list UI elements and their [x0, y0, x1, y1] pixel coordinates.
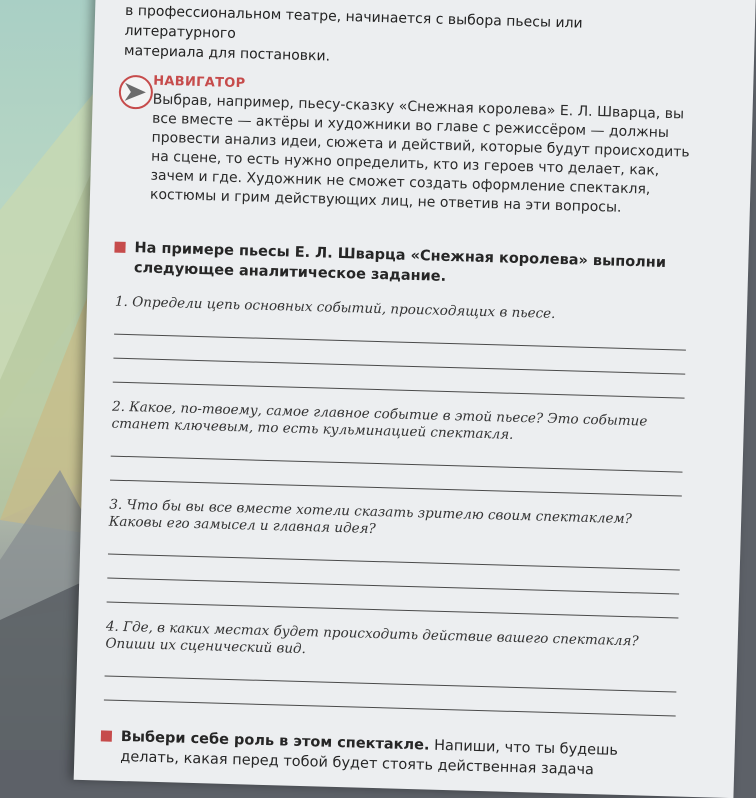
navigator-arrow-icon	[118, 75, 153, 110]
answer-line[interactable]	[110, 480, 682, 497]
question-text: 1. Определи цепь основных событий, происходящих в пьесе.	[114, 293, 556, 322]
answer-line[interactable]	[107, 578, 679, 595]
red-square-bullet-icon	[101, 730, 112, 741]
analytical-task	[110, 238, 691, 294]
role-task-text: Напиши, что ты будешь делать, какая перед тобой будет стоять действенная задача	[120, 737, 619, 779]
question-3	[101, 496, 684, 618]
navigator-title: НАВИГАТОР	[152, 73, 246, 92]
navigator-text: Выбрав, например, пьесу-сказку «Снежная королева» Е. Л. Шварца, вы все вместе — актёры и художники во главе с режиссёром — должны провести анализ идеи, сюжета и действий, которые будут происходить на сцене, то есть нужно определить, кто из героев что делает, как, зачем и где. Художник не сможет создать оформление спектакля, костюмы и грим действующих лиц, не ответив на эти вопросы.	[149, 91, 690, 216]
role-task	[96, 726, 677, 782]
answer-lines[interactable]	[113, 334, 688, 399]
navigator-block	[112, 73, 695, 220]
question-text: 2. Какое, по-твоему, самое главное событие в этой пьесе? Это событие станет ключевым, то есть кульминацией спектакля.	[111, 398, 648, 443]
answer-line[interactable]	[113, 382, 685, 399]
answer-line[interactable]	[111, 456, 683, 473]
answer-line[interactable]	[108, 554, 680, 571]
question-4	[98, 618, 680, 716]
answer-line[interactable]	[104, 700, 676, 717]
question-text: 3. Что бы вы все вместе хотели сказать зрителю своим спектаклем? Каковы его замысел и главная идея?	[108, 496, 633, 538]
question-text: 4. Где, в каких местах будет происходить действие вашего спектакля? Опиши их сценический вид.	[105, 618, 639, 658]
answer-line[interactable]	[113, 358, 685, 375]
role-task-bold: Выбери себе роль в этом спектакле.	[120, 728, 430, 754]
red-square-bullet-icon	[114, 242, 125, 253]
intro-text	[124, 1, 697, 77]
answer-line[interactable]	[107, 602, 679, 619]
answer-line[interactable]	[114, 334, 686, 351]
question-2	[104, 398, 686, 496]
answer-line[interactable]	[105, 676, 677, 693]
intro-line-2: материала для постановки.	[123, 42, 331, 65]
question-1	[107, 293, 689, 398]
answer-lines[interactable]	[110, 456, 684, 497]
answer-lines[interactable]	[104, 676, 678, 717]
answer-lines[interactable]	[107, 554, 682, 619]
workbook-page	[74, 0, 756, 798]
page-content	[96, 1, 697, 783]
intro-line-1: в профессиональном театре, начинается с выбора пьесы или литературного	[124, 2, 583, 42]
analytical-task-text: На примере пьесы Е. Л. Шварца «Снежная королева» выполни следующее аналитическое задание.	[133, 240, 667, 285]
